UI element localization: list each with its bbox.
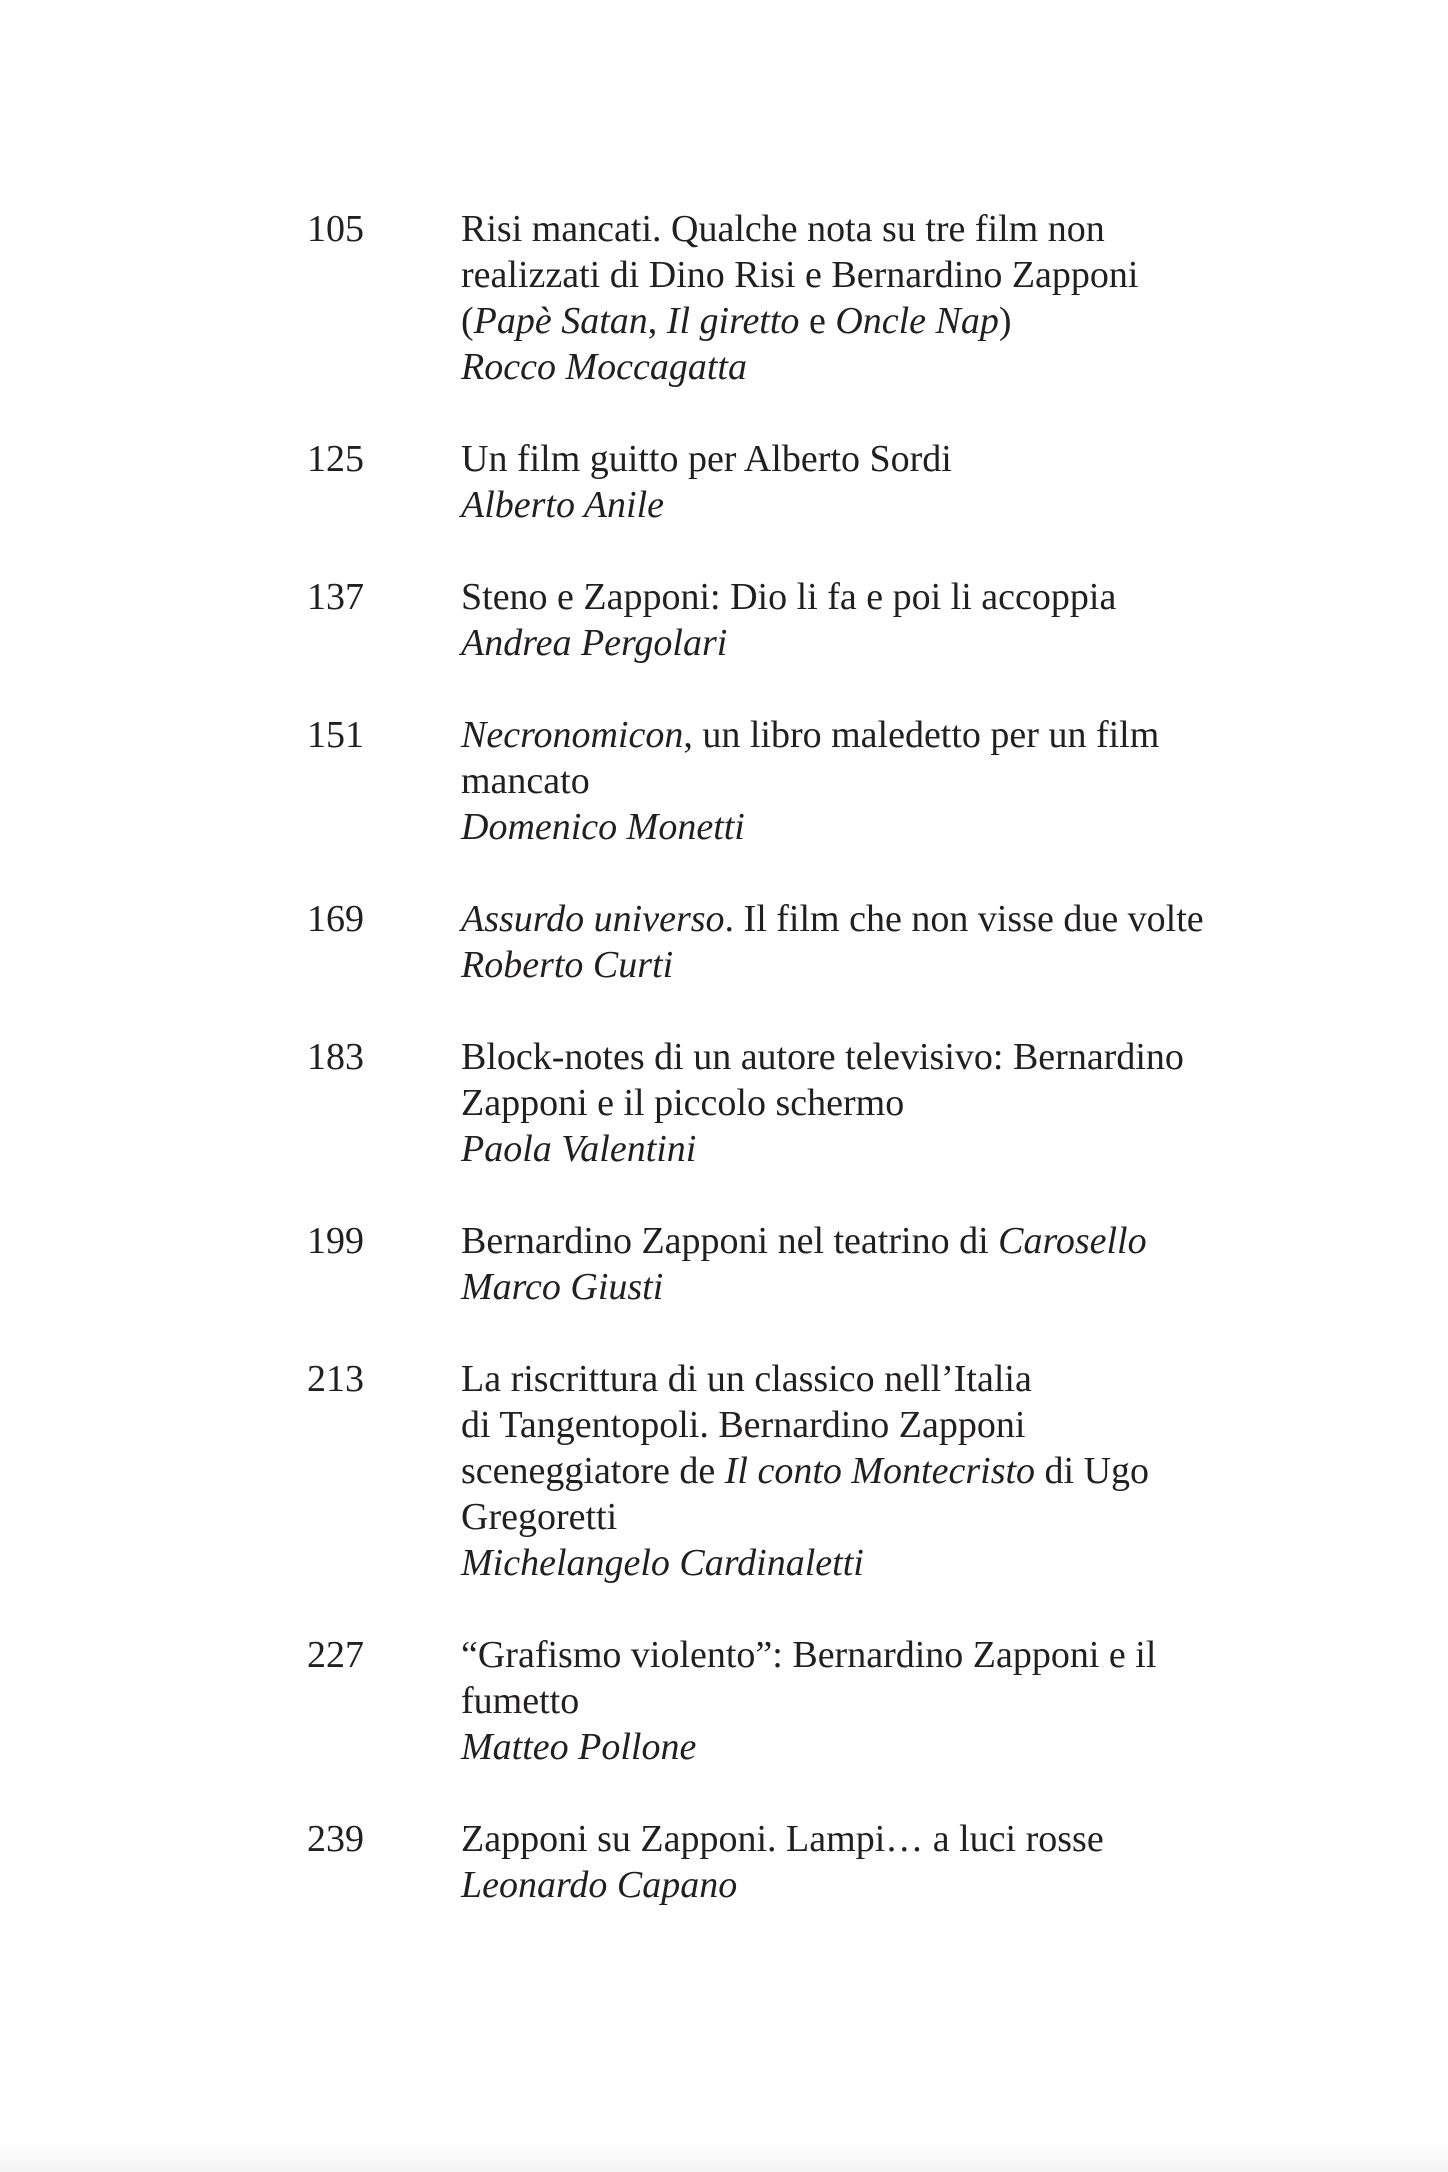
toc-title-line xyxy=(461,1632,1307,1678)
toc-title-segment: Zapponi e il piccolo schermo xyxy=(461,1082,905,1124)
toc-title-line xyxy=(461,252,1307,298)
toc-page-number: 105 xyxy=(307,208,364,250)
toc-title-segment: Steno e Zapponi: Dio li fa e poi li accoppia xyxy=(461,576,1117,618)
toc-page-number: 213 xyxy=(307,1358,364,1400)
toc-title-segment: . Il film che non visse due volte xyxy=(724,898,1204,940)
toc-title-segment: , un libro maledetto per un film xyxy=(683,714,1160,756)
toc-title-segment: mancato xyxy=(461,760,590,802)
toc-entry xyxy=(307,436,1307,528)
toc-title-line xyxy=(461,1816,1307,1862)
toc-entry-body xyxy=(461,206,1307,390)
toc-title-segment: ) xyxy=(998,300,1012,342)
toc-title-segment: di Ugo xyxy=(1035,1450,1150,1492)
table-of-contents xyxy=(307,206,1307,1954)
toc-title-segment: Bernardino Zapponi nel teatrino di xyxy=(461,1220,999,1262)
toc-title-line xyxy=(461,436,1307,482)
toc-entry-body xyxy=(461,1632,1307,1770)
toc-author: Paola Valentini xyxy=(461,1128,697,1170)
toc-entry-body xyxy=(461,1356,1307,1586)
toc-title-line xyxy=(461,1356,1307,1402)
toc-entry xyxy=(307,574,1307,666)
toc-page-number: 125 xyxy=(307,438,364,480)
toc-title-segment: “Grafismo violento”: Bernardino Zapponi e il xyxy=(461,1634,1157,1676)
toc-entry xyxy=(307,206,1307,390)
toc-title-line xyxy=(461,206,1307,252)
toc-entry-body xyxy=(461,1816,1307,1908)
toc-page-number: 199 xyxy=(307,1220,364,1262)
toc-title-line xyxy=(461,1218,1307,1264)
toc-title-segment: Zapponi su Zapponi. Lampi… a luci rosse xyxy=(461,1818,1104,1860)
toc-page-number: 137 xyxy=(307,576,364,618)
toc-title-line xyxy=(461,1678,1307,1724)
toc-title-segment: e xyxy=(799,300,836,342)
toc-title-line xyxy=(461,712,1307,758)
toc-page-number: 169 xyxy=(307,898,364,940)
page-bottom-edge xyxy=(0,2142,1448,2172)
toc-author: Roberto Curti xyxy=(461,944,674,986)
toc-title-italic-segment: Il giretto xyxy=(666,300,800,342)
toc-author: Rocco Moccagatta xyxy=(461,346,747,388)
toc-author: Andrea Pergolari xyxy=(461,622,728,664)
toc-author: Michelangelo Cardinaletti xyxy=(461,1542,864,1584)
toc-title-italic-segment: Papè Satan xyxy=(473,300,648,342)
toc-entry-body xyxy=(461,1034,1307,1172)
toc-title-italic-segment: Necronomicon xyxy=(461,714,684,756)
toc-title-line xyxy=(461,896,1307,942)
toc-author: Leonardo Capano xyxy=(461,1864,738,1906)
toc-title-segment: Block-notes di un autore televisivo: Bernardino xyxy=(461,1036,1184,1078)
toc-entry xyxy=(307,1218,1307,1310)
toc-title-line xyxy=(461,298,1307,344)
toc-page-number: 239 xyxy=(307,1818,364,1860)
toc-title-line xyxy=(461,1494,1307,1540)
toc-entry xyxy=(307,1356,1307,1586)
toc-author: Matteo Pollone xyxy=(461,1726,697,1768)
toc-entry xyxy=(307,1816,1307,1908)
toc-page-number: 151 xyxy=(307,714,364,756)
toc-title-line xyxy=(461,574,1307,620)
toc-entry xyxy=(307,712,1307,850)
toc-page-number: 227 xyxy=(307,1634,364,1676)
toc-title-italic-segment: Carosello xyxy=(998,1220,1147,1262)
toc-title-line xyxy=(461,1034,1307,1080)
toc-entry-body xyxy=(461,574,1307,666)
toc-title-italic-segment: Il conto Montecristo xyxy=(724,1450,1036,1492)
toc-entry xyxy=(307,896,1307,988)
toc-author: Alberto Anile xyxy=(461,484,664,526)
toc-page-number: 183 xyxy=(307,1036,364,1078)
toc-title-segment: fumetto xyxy=(461,1680,580,1722)
toc-title-segment: realizzati di Dino Risi e Bernardino Zapponi xyxy=(461,254,1139,296)
toc-entry xyxy=(307,1034,1307,1172)
toc-author: Domenico Monetti xyxy=(461,806,745,848)
toc-title-segment: sceneggiatore de xyxy=(461,1450,725,1492)
toc-title-line xyxy=(461,1080,1307,1126)
toc-title-line xyxy=(461,1448,1307,1494)
toc-title-segment: La riscrittura di un classico nell’Italia xyxy=(461,1358,1032,1400)
toc-entry-body xyxy=(461,436,1307,528)
toc-entry-body xyxy=(461,1218,1307,1310)
toc-title-line xyxy=(461,758,1307,804)
toc-title-italic-segment: Oncle Nap xyxy=(835,300,999,342)
toc-title-segment: Gregoretti xyxy=(461,1496,618,1538)
toc-author: Marco Giusti xyxy=(461,1266,664,1308)
toc-title-italic-segment: Assurdo universo xyxy=(461,898,725,940)
toc-entry xyxy=(307,1632,1307,1770)
toc-entry-body xyxy=(461,896,1307,988)
toc-title-segment: ( xyxy=(461,300,474,342)
toc-title-segment: , xyxy=(647,300,667,342)
toc-title-line xyxy=(461,1402,1307,1448)
toc-title-segment: di Tangentopoli. Bernardino Zapponi xyxy=(461,1404,1026,1446)
toc-title-segment: Risi mancati. Qualche nota su tre film non xyxy=(461,208,1105,250)
toc-title-segment: Un film guitto per Alberto Sordi xyxy=(461,438,952,480)
toc-entry-body xyxy=(461,712,1307,850)
